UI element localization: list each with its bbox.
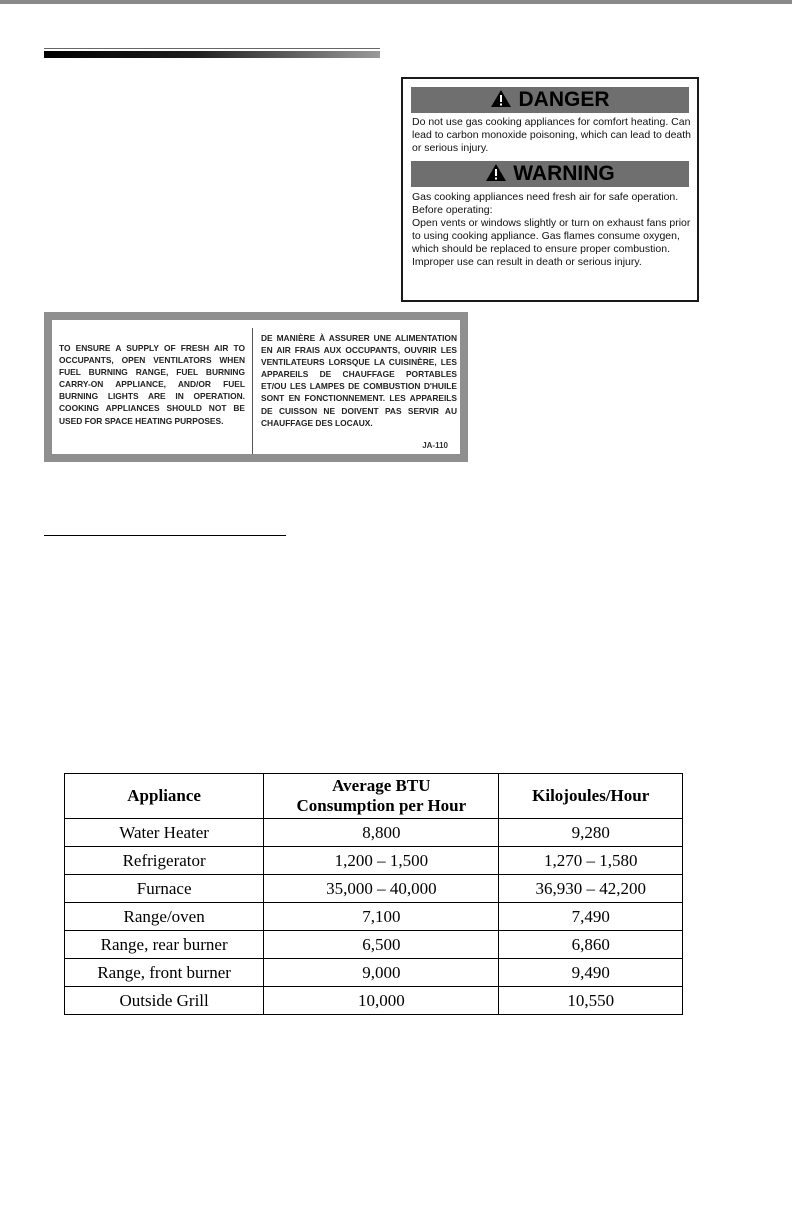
cell-btu: 7,100 xyxy=(264,903,499,931)
cell-btu: 8,800 xyxy=(264,819,499,847)
ventilation-label-inner xyxy=(52,320,460,454)
warning-triangle-icon xyxy=(490,89,512,108)
cell-kj: 36,930 – 42,200 xyxy=(499,875,683,903)
ventilation-divider xyxy=(252,328,253,454)
danger-banner xyxy=(411,87,689,113)
cell-appliance: Refrigerator xyxy=(65,847,264,875)
danger-title: DANGER xyxy=(518,88,610,111)
cell-kj: 9,280 xyxy=(499,819,683,847)
header-btu-line-1: Average BTU xyxy=(332,776,431,795)
cell-appliance: Range, rear burner xyxy=(65,931,264,959)
cell-btu: 35,000 – 40,000 xyxy=(264,875,499,903)
header-kilojoules: Kilojoules/Hour xyxy=(499,774,683,819)
table-header-row xyxy=(65,774,683,819)
warning-line-2: Before operating: xyxy=(412,204,493,216)
header-btu-line-2: Consumption per Hour xyxy=(296,796,467,815)
header-appliance: Appliance xyxy=(65,774,264,819)
ventilation-french-text: DE MANIÈRE À ASSURER UNE ALIMENTATION EN AIR FRAIS AUX OCCUPANTS, OUVRIR LES VENTILATEURS LORSQUE LA CUISINÈRE, LES APPAREILS DE CHAUFFAGE PORTABLES ET/OU LES LAMPES DE COMBUSTION D'HUILE SONT EN FONCTIONNEMENT. LES APPAREILS DE CUISSON NE DOIVENT PAS SERVIR AU CHAUFFAGE DES LOCAUX. xyxy=(261,333,457,428)
appliance-consumption-table xyxy=(64,773,683,1015)
cell-kj: 10,550 xyxy=(499,987,683,1015)
ventilation-english-text: TO ENSURE A SUPPLY OF FRESH AIR TO OCCUPANTS, OPEN VENTILATORS WHEN FUEL BURNING RANGE, FUEL BURNING CARRY-ON APPLIANCE, AND/OR FUEL BURNING LIGHTS ARE IN OPERATION. COOKING APPLIANCES SHOULD NOT BE USED FOR SPACE HEATING PURPOSES. xyxy=(59,343,245,426)
page-top-rule xyxy=(0,0,792,4)
table-row xyxy=(65,875,683,903)
danger-warning-label xyxy=(401,77,699,302)
cell-appliance: Range, front burner xyxy=(65,959,264,987)
table-row xyxy=(65,819,683,847)
cell-kj: 7,490 xyxy=(499,903,683,931)
table-row xyxy=(65,959,683,987)
warning-line-1: Gas cooking appliances need fresh air for safe operation. xyxy=(412,191,679,203)
cell-btu: 6,500 xyxy=(264,931,499,959)
cell-kj: 9,490 xyxy=(499,959,683,987)
cell-btu: 1,200 – 1,500 xyxy=(264,847,499,875)
table-row xyxy=(65,987,683,1015)
cell-appliance: Water Heater xyxy=(65,819,264,847)
warning-triangle-icon xyxy=(485,163,507,182)
cell-btu: 9,000 xyxy=(264,959,499,987)
warning-title: WARNING xyxy=(513,162,615,185)
section-heading-underline xyxy=(44,535,286,536)
cell-appliance: Outside Grill xyxy=(65,987,264,1015)
danger-text: Do not use gas cooking appliances for comfort heating. Can lead to carbon monoxide poisoning, which can lead to death or serious injury. xyxy=(412,116,692,154)
warning-text xyxy=(412,191,692,269)
warning-line-3: Open vents or windows slightly or turn on exhaust fans prior to using cooking appliance. Gas flames consume oxygen, which should be replaced to ensure proper combustion. Improper use can result in death or serious injury. xyxy=(412,217,691,268)
cell-btu: 10,000 xyxy=(264,987,499,1015)
label-code: JA-110 xyxy=(422,441,448,450)
cell-appliance: Furnace xyxy=(65,875,264,903)
section-header-bar xyxy=(44,51,380,58)
header-btu xyxy=(264,774,499,819)
ventilation-label xyxy=(44,312,468,462)
table-row xyxy=(65,903,683,931)
cell-kj: 6,860 xyxy=(499,931,683,959)
table-row xyxy=(65,931,683,959)
cell-kj: 1,270 – 1,580 xyxy=(499,847,683,875)
table-row xyxy=(65,847,683,875)
cell-appliance: Range/oven xyxy=(65,903,264,931)
warning-banner xyxy=(411,161,689,187)
